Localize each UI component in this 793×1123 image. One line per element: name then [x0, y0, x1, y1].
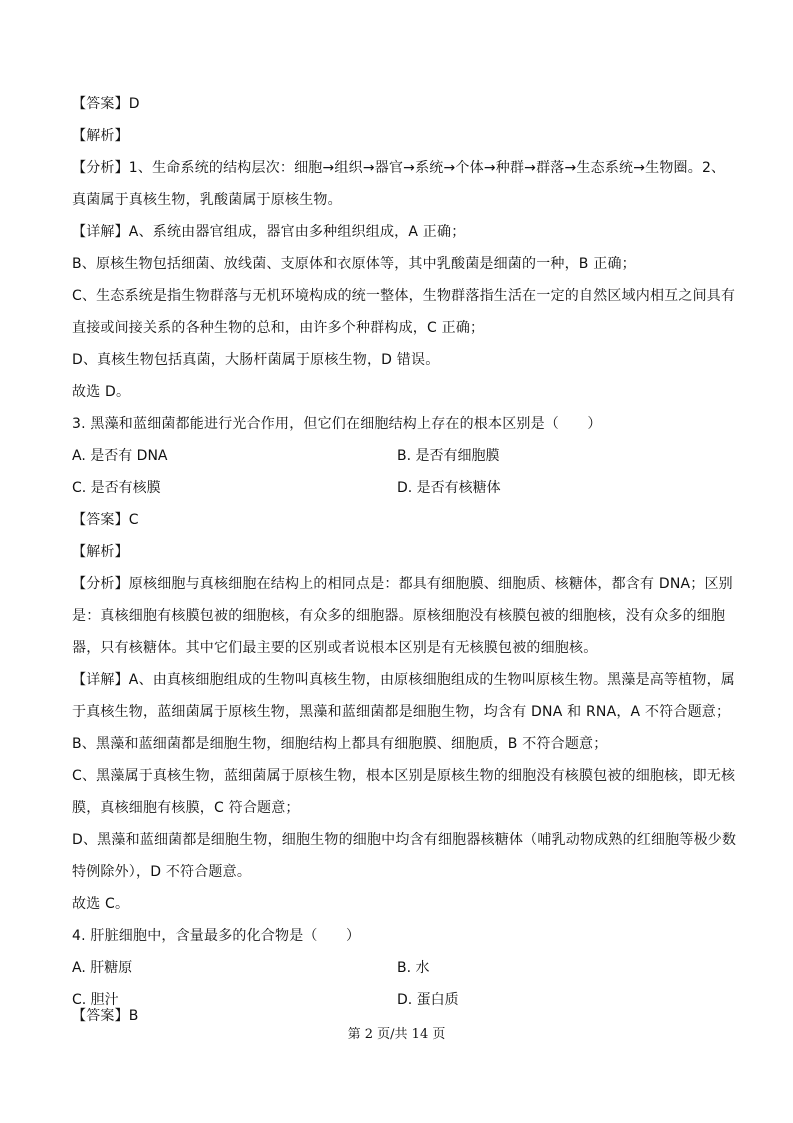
question-4: 4. 肝脏细胞中，含量最多的化合物是（ ） — [72, 928, 361, 944]
text-line: 【分析】原核细胞与真核细胞在结构上的相同点是：都具有细胞膜、细胞质、核糖体，都含有 DNA；区别 — [72, 576, 733, 592]
text-line: 【详解】A、系统由器官组成，器官由多种组织组成，A 正确； — [72, 224, 466, 240]
page-footer: 第 2 页/共 14 页 — [347, 1027, 446, 1042]
q3-option-a: A. 是否有 DNA — [72, 448, 168, 464]
text-line: B、原核生物包括细菌、放线菌、支原体和衣原体等，其中乳酸菌是细菌的一种，B 正确； — [72, 256, 636, 272]
analysis-heading: 【解析】 — [72, 128, 129, 144]
text-line: D、真核生物包括真菌，大肠杆菌属于原核生物，D 错误。 — [72, 352, 440, 368]
text-line: C、生态系统是指生物群落与无机环境构成的统一整体，生物群落指生活在一定的自然区域内相互之间具有 — [72, 288, 736, 304]
text-line: 是：真核细胞有核膜包被的细胞核，有众多的细胞器。原核细胞没有核膜包被的细胞核，没有众多的细胞 — [72, 608, 726, 624]
q4-option-d: D. 蛋白质 — [397, 992, 459, 1008]
answer-label: 【答案】B — [72, 1008, 139, 1024]
text-line: 【详解】A、由真核细胞组成的生物叫真核生物，由原核细胞组成的生物叫原核生物。黑藻是高等植物，属 — [72, 672, 735, 688]
q4-option-a: A. 肝糖原 — [72, 960, 133, 976]
text-line: 膜，真核细胞有核膜，C 符合题意； — [72, 800, 300, 816]
q3-option-b: B. 是否有细胞膜 — [397, 448, 500, 464]
answer-label: 【答案】D — [72, 96, 140, 112]
text-line: C、黑藻属于真核生物，蓝细菌属于原核生物，根本区别是原核生物的细胞没有核膜包被的细胞核，即无核 — [72, 768, 736, 784]
text-line: 器，只有核糖体。其中它们最主要的区别或者说根本区别是有无核膜包被的细胞核。 — [72, 640, 598, 656]
text-line: 于真核生物，蓝细菌属于原核生物，黑藻和蓝细菌都是细胞生物，均含有 DNA 和 RNA，A 不符合题意； — [72, 704, 731, 720]
q3-option-c: C. 是否有核膜 — [72, 480, 161, 496]
q4-option-c: C. 胆汁 — [72, 992, 119, 1008]
question-3: 3. 黑藻和蓝细菌都能进行光合作用，但它们在细胞结构上存在的根本区别是（ ） — [72, 416, 602, 432]
answer-label: 【答案】C — [72, 512, 139, 528]
analysis-heading: 【解析】 — [72, 544, 129, 560]
text-line: 特例除外），D 不符合题意。 — [72, 864, 252, 880]
text-line: 直接或间接关系的各种生物的总和，由许多个种群构成，C 正确； — [72, 320, 485, 336]
q3-option-d: D. 是否有核糖体 — [397, 480, 501, 496]
text-line: B、黑藻和蓝细菌都是细胞生物，细胞结构上都具有细胞膜、细胞质，B 不符合题意； — [72, 736, 608, 752]
text-line: 【分析】1、生命系统的结构层次：细胞→组织→器官→系统→个体→种群→群落→生态系统→生物圈。2、 — [72, 160, 726, 176]
text-line: D、黑藻和蓝细菌都是细胞生物，细胞生物的细胞中均含有细胞器核糖体（哺乳动物成熟的红细胞等极少数 — [72, 832, 737, 848]
text-line: 故选 D。 — [72, 384, 131, 400]
q4-option-b: B. 水 — [397, 960, 430, 976]
text-line: 真菌属于真核生物，乳酸菌属于原核生物。 — [72, 192, 342, 208]
text-line: 故选 C。 — [72, 896, 130, 912]
